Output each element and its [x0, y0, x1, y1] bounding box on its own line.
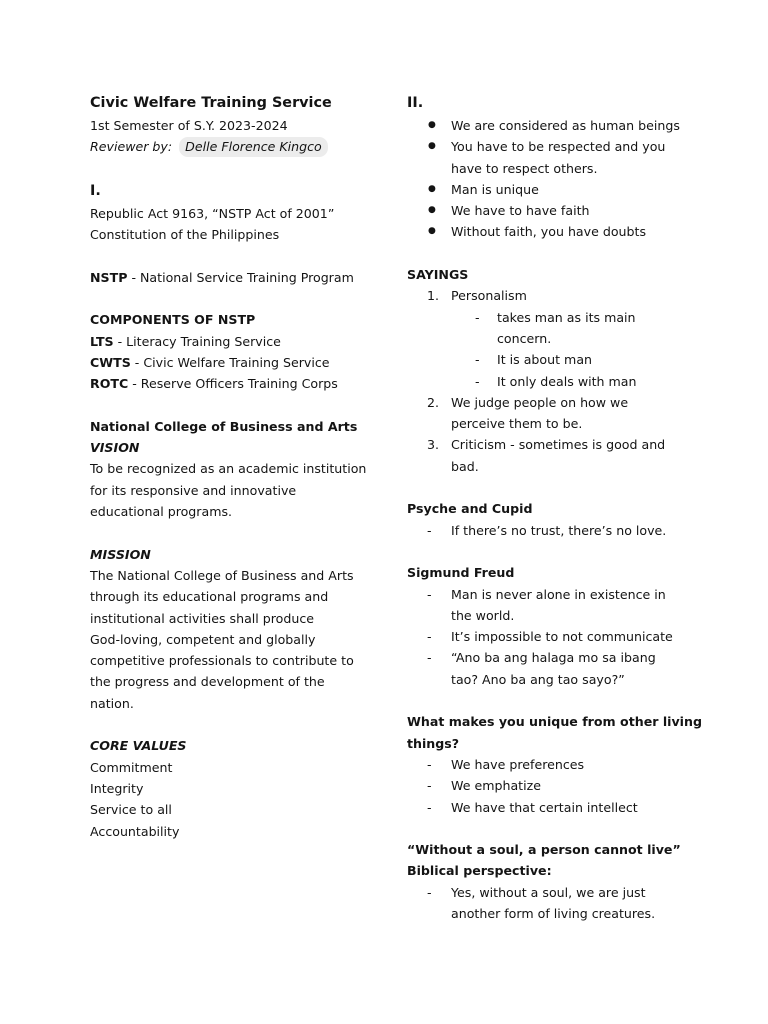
constitution-line: Constitution of the Philippines — [90, 227, 280, 243]
dash-marker: - — [427, 586, 432, 602]
college-name: National College of Business and Arts — [90, 418, 358, 434]
dash-marker: - — [427, 884, 432, 900]
soul-heading: “Without a soul, a person cannot live” — [407, 842, 681, 858]
bullet-item: ● Without faith, you have doubts — [407, 221, 707, 242]
psyche-list — [407, 520, 707, 541]
saying-item: 1. Personalism — [407, 285, 707, 306]
mission-line: through its educational programs and — [90, 589, 329, 605]
list-number: 2. — [427, 394, 440, 410]
component-abbr: CWTS — [90, 354, 131, 370]
unique-heading: What makes you unique from other living things? — [407, 714, 702, 751]
nstp-def-text: - National Service Training Program — [127, 269, 354, 285]
personalism-sublist — [407, 307, 707, 392]
nstp-definition — [90, 267, 380, 288]
semester-line: 1st Semester of S.Y. 2023-2024 — [90, 118, 288, 133]
dash-marker: - — [427, 799, 432, 815]
core-value: Integrity — [90, 780, 144, 796]
section-two-bullets — [407, 115, 707, 243]
list-number: 3. — [427, 437, 440, 453]
mission-line: God-loving, competent and globally — [90, 631, 316, 647]
component-rotc — [90, 373, 380, 394]
component-lts — [90, 331, 380, 352]
dash-item: - We emphatize — [407, 775, 707, 796]
bullet-item: ● We are considered as human beings — [407, 115, 707, 136]
sub-dash-item: - It is about man — [407, 349, 707, 370]
component-cwts — [90, 352, 380, 373]
component-def: - Civic Welfare Training Service — [130, 354, 330, 370]
section-two-heading: II. — [407, 95, 424, 111]
biblical-heading: Biblical perspective: — [407, 863, 552, 879]
bullet-item: ● We have to have faith — [407, 200, 707, 221]
core-value: Commitment — [90, 759, 173, 775]
dash-marker: - — [427, 650, 432, 666]
core-value: Service to all — [90, 802, 172, 818]
dash-item: - We have that certain intellect — [407, 797, 707, 818]
dash-marker: - — [427, 629, 432, 645]
biblical-list — [407, 882, 707, 925]
reviewer-name-chip[interactable]: Delle Florence Kingco — [179, 137, 328, 157]
psyche-heading: Psyche and Cupid — [407, 501, 533, 517]
core-value: Accountability — [90, 823, 180, 839]
list-number: 1. — [427, 288, 440, 304]
reviewer-label: Reviewer by: — [90, 139, 173, 155]
mission-heading: MISSION — [90, 546, 151, 562]
component-def: - Reserve Officers Training Corps — [128, 376, 338, 392]
vision-line: educational programs. — [90, 504, 233, 520]
vision-line: To be recognized as an academic institution — [90, 461, 367, 477]
dash-item: - We have preferences — [407, 754, 707, 775]
saying-item: 2. We judge people on how we perceive them to be. — [407, 392, 707, 435]
dash-marker: - — [427, 778, 432, 794]
reviewer-line — [90, 136, 380, 157]
republic-act-line: Republic Act 9163, “NSTP Act of 2001” — [90, 205, 335, 221]
bullet-item: ● Man is unique — [407, 179, 707, 200]
mission-line: nation. — [90, 695, 134, 711]
dash-marker: - — [475, 373, 480, 389]
dash-marker: - — [475, 309, 480, 325]
dash-item: - If there’s no trust, there’s no love. — [407, 520, 707, 541]
nstp-abbr: NSTP — [90, 269, 128, 285]
vision-line: for its responsive and innovative — [90, 482, 297, 498]
components-heading: COMPONENTS OF NSTP — [90, 312, 256, 328]
sayings-list — [407, 285, 707, 306]
dash-item: - Man is never alone in existence in the world. — [407, 584, 707, 627]
mission-line: competitive professionals to contribute to — [90, 653, 354, 669]
component-abbr: ROTC — [90, 376, 129, 392]
dash-marker: - — [427, 522, 432, 538]
sub-dash-item: - takes man as its main concern. — [407, 307, 707, 350]
freud-list — [407, 584, 707, 690]
dash-marker: - — [427, 756, 432, 772]
dash-marker: - — [475, 352, 480, 368]
freud-heading: Sigmund Freud — [407, 565, 515, 581]
mission-line: the progress and development of the — [90, 674, 325, 690]
core-values-heading: CORE VALUES — [90, 738, 187, 754]
unique-list — [407, 754, 707, 818]
component-def: - Literacy Training Service — [113, 333, 281, 349]
component-abbr: LTS — [90, 333, 114, 349]
sub-dash-item: - It only deals with man — [407, 371, 707, 392]
mission-line: institutional activities shall produce — [90, 610, 315, 626]
sayings-list-cont — [407, 392, 707, 477]
bullet-item: ● You have to be respected and you have to respect others. — [407, 136, 707, 179]
sayings-heading: SAYINGS — [407, 267, 469, 283]
vision-heading: VISION — [90, 440, 140, 456]
dash-item: - “Ano ba ang halaga mo sa ibang tao? Ano ba ang tao sayo?” — [407, 647, 707, 690]
dash-item: - It’s impossible to not communicate — [407, 626, 707, 647]
dash-item: - Yes, without a soul, we are just another form of living creatures. — [407, 882, 707, 925]
section-one-heading: I. — [90, 182, 101, 199]
mission-line: The National College of Business and Arts — [90, 567, 354, 583]
right-column — [407, 91, 707, 924]
saying-item: 3. Criticism - sometimes is good and bad. — [407, 434, 707, 477]
left-column — [90, 91, 380, 842]
page-title: Civic Welfare Training Service — [90, 95, 332, 111]
